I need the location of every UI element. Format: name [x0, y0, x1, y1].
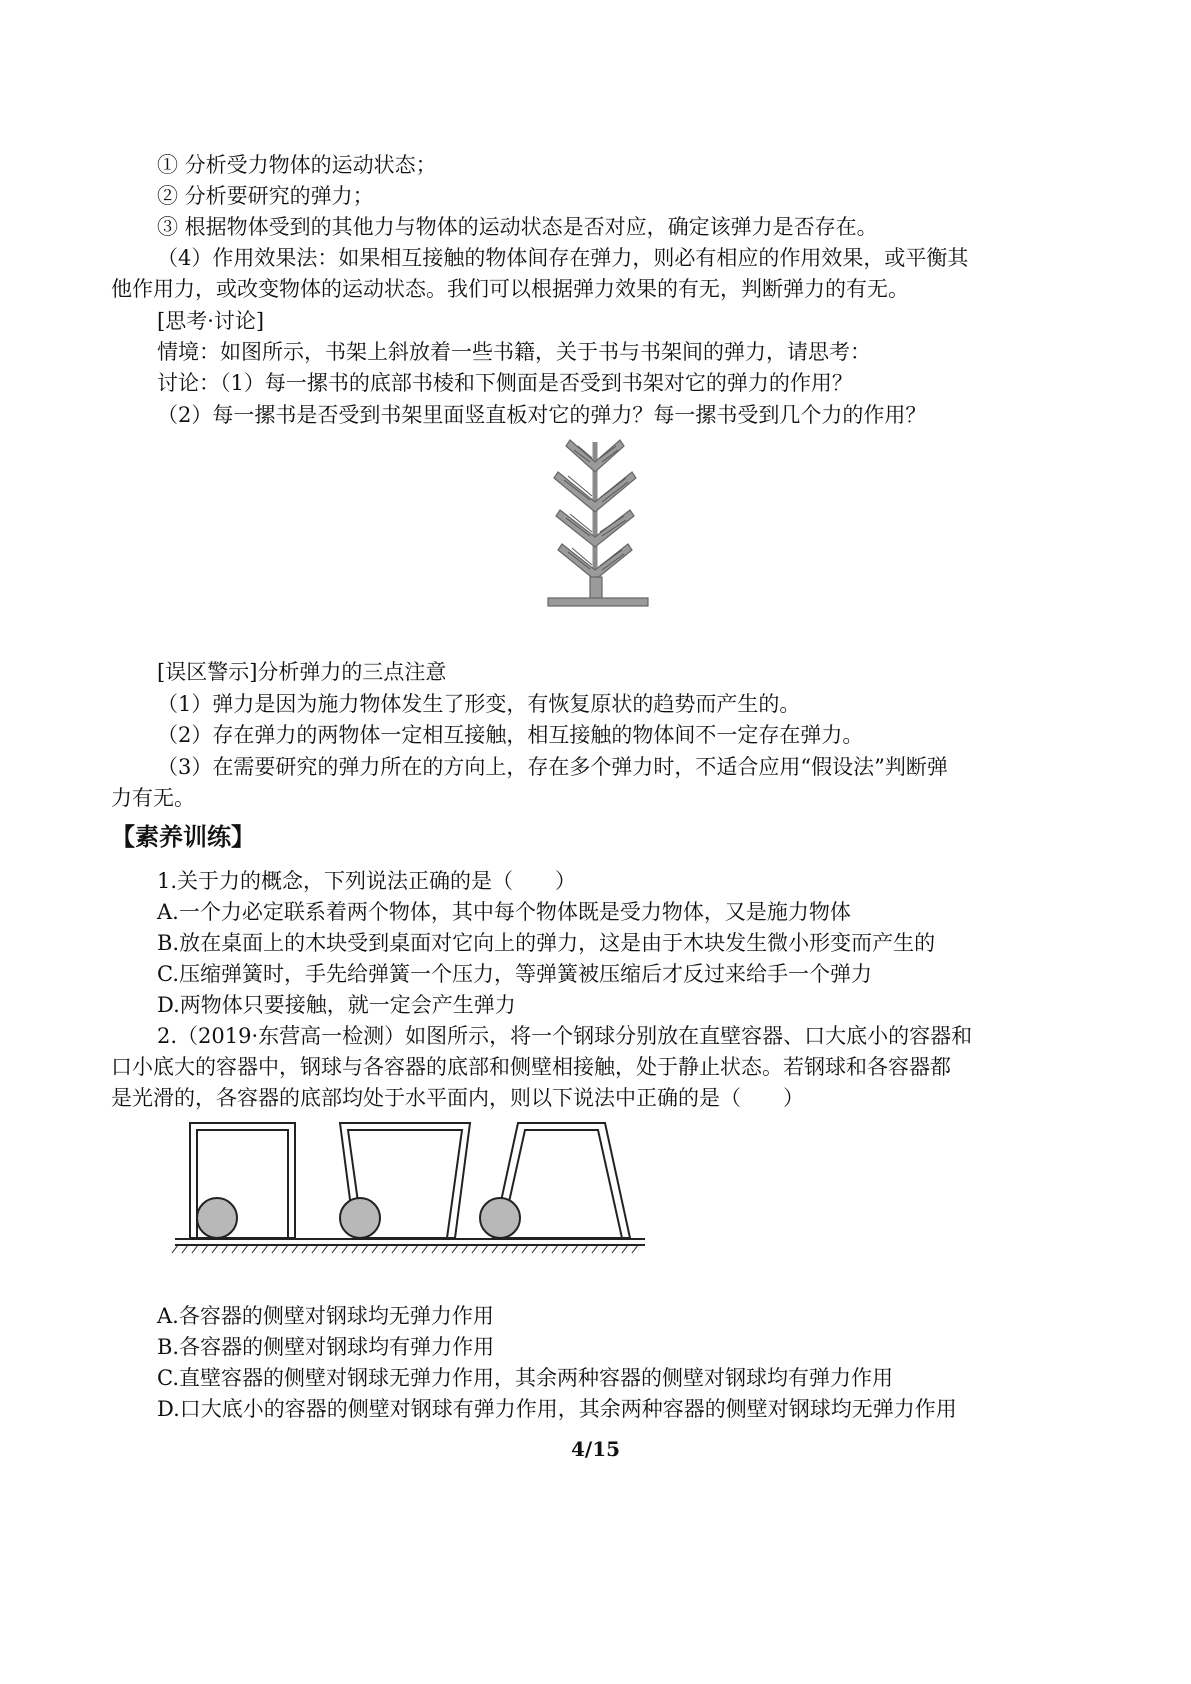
q2-stem-line2: 口小底大的容器中，钢球与各容器的底部和侧壁相接触，处于静止状态。若钢球和各容器都 [111, 1055, 951, 1079]
method-4-line2: 他作用力，或改变物体的运动状态。我们可以根据弹力效果的有无，判断弹力的有无。 [111, 277, 909, 301]
q1-option-b: B.放在桌面上的木块受到桌面对它向上的弹力，这是由于木块发生微小形变而产生的 [157, 931, 936, 955]
step-2: ② 分析要研究的弹力； [157, 184, 374, 208]
page-number: 4/15 [570, 1437, 621, 1461]
q2-option-a: A.各容器的侧壁对钢球均无弹力作用 [157, 1304, 494, 1328]
q2-option-d: D.口大底小的容器的侧壁对钢球有弹力作用，其余两种容器的侧壁对钢球均无弹力作用 [157, 1397, 957, 1421]
warning-point-3: （3）在需要研究的弹力所在的方向上，存在多个弹力时，不适合应用“假设法”判断弹 [157, 755, 948, 779]
q2-option-c: C.直壁容器的侧壁对钢球无弹力作用，其余两种容器的侧壁对钢球均有弹力作用 [157, 1366, 893, 1390]
q2-option-b: B.各容器的侧壁对钢球均有弹力作用 [157, 1335, 495, 1359]
q1-option-a: A.一个力必定联系着两个物体，其中每个物体既是受力物体，又是施力物体 [157, 900, 851, 924]
warning-point-3-cont: 力有无。 [111, 786, 195, 810]
think-discuss-label: [思考·讨论] [157, 309, 265, 333]
containers-figure [170, 1118, 650, 1258]
q1-stem: 1.关于力的概念，下列说法正确的是（ ） [157, 869, 577, 893]
q1-option-c: C.压缩弹簧时，手先给弹簧一个压力，等弹簧被压缩后才反过来给手一个弹力 [157, 962, 872, 986]
bookshelf-figure [540, 432, 655, 612]
step-1: ① 分析受力物体的运动状态； [157, 153, 437, 177]
warning-point-2: （2）存在弹力的两物体一定相互接触，相互接触的物体间不一定存在弹力。 [157, 723, 864, 747]
section-title: 【素养训练】 [111, 823, 255, 851]
method-4-line1: （4）作用效果法：如果相互接触的物体间存在弹力，则必有相应的作用效果，或平衡其 [157, 246, 969, 270]
situation-text: 情境：如图所示，书架上斜放着一些书籍，关于书与书架间的弹力，请思考： [157, 340, 871, 364]
q1-option-d: D.两物体只要接触，就一定会产生弹力 [157, 993, 516, 1017]
q2-stem-line1: 2.（2019·东营高一检测）如图所示，将一个钢球分别放在直壁容器、口大底小的容器和 [157, 1024, 973, 1048]
step-3: ③ 根据物体受到的其他力与物体的运动状态是否对应，确定该弹力是否存在。 [157, 215, 878, 239]
warning-point-1: （1）弹力是因为施力物体发生了形变，有恢复原状的趋势而产生的。 [157, 692, 801, 716]
discussion-q1: 讨论：（1）每一摞书的底部书棱和下侧面是否受到书架对它的弹力的作用？ [157, 371, 853, 395]
warning-title: [误区警示]分析弹力的三点注意 [157, 660, 447, 684]
discussion-q2: （2）每一摞书是否受到书架里面竖直板对它的弹力？每一摞书受到几个力的作用？ [157, 403, 927, 427]
q2-stem-line3: 是光滑的，各容器的底部均处于水平面内，则以下说法中正确的是（ ） [111, 1086, 804, 1110]
